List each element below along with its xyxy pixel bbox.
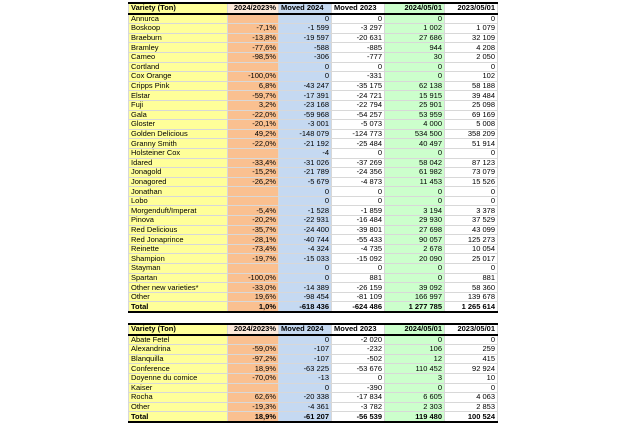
value-cell[interactable]: -26,2% xyxy=(228,177,279,187)
column-header[interactable]: 2023/05/01 xyxy=(445,3,498,14)
value-cell[interactable]: 25 098 xyxy=(445,100,498,110)
value-cell[interactable]: -33,0% xyxy=(228,283,279,293)
value-cell[interactable] xyxy=(228,196,279,206)
value-cell[interactable]: 0 xyxy=(445,335,498,345)
value-cell[interactable]: -5,4% xyxy=(228,206,279,216)
value-cell[interactable]: -97,2% xyxy=(228,354,279,364)
value-cell[interactable]: 40 497 xyxy=(385,139,445,149)
table-row xyxy=(129,354,498,364)
value-cell[interactable]: 6 605 xyxy=(385,393,445,403)
total-value-cell[interactable]: 1 265 614 xyxy=(445,302,498,312)
value-cell[interactable]: -17 834 xyxy=(332,393,385,403)
value-cell[interactable]: 15 915 xyxy=(385,91,445,101)
value-cell[interactable] xyxy=(228,187,279,197)
value-cell[interactable]: 27 686 xyxy=(385,33,445,43)
variety-cell[interactable]: Elstar xyxy=(129,91,228,101)
value-cell[interactable]: 0 xyxy=(279,187,332,197)
value-cell[interactable]: 0 xyxy=(279,273,332,283)
table-row xyxy=(129,62,498,72)
value-cell[interactable]: 0 xyxy=(385,62,445,72)
variety-cell[interactable]: Reinette xyxy=(129,244,228,254)
value-cell[interactable]: -331 xyxy=(332,72,385,82)
value-cell[interactable]: 110 452 xyxy=(385,364,445,374)
value-cell[interactable] xyxy=(228,383,279,393)
value-cell[interactable]: -59,7% xyxy=(228,91,279,101)
total-value-cell[interactable]: 100 524 xyxy=(445,412,498,422)
value-cell[interactable]: -148 079 xyxy=(279,129,332,139)
value-cell[interactable]: 39 484 xyxy=(445,91,498,101)
value-cell[interactable]: -502 xyxy=(332,354,385,364)
value-cell[interactable]: 0 xyxy=(385,187,445,197)
value-cell[interactable]: -53 676 xyxy=(332,364,385,374)
value-cell[interactable]: 0 xyxy=(279,383,332,393)
table-row xyxy=(129,196,498,206)
value-cell[interactable]: 2 050 xyxy=(445,52,498,62)
value-cell[interactable]: -19,7% xyxy=(228,254,279,264)
value-cell[interactable]: 53 959 xyxy=(385,110,445,120)
value-cell[interactable]: -15,2% xyxy=(228,168,279,178)
value-cell[interactable]: 62,6% xyxy=(228,393,279,403)
value-cell[interactable]: 102 xyxy=(445,72,498,82)
table-row xyxy=(129,283,498,293)
table-header xyxy=(129,3,498,14)
value-cell[interactable]: 25 017 xyxy=(445,254,498,264)
table-row xyxy=(129,100,498,110)
variety-cell[interactable]: Other new varieties* xyxy=(129,283,228,293)
table-row xyxy=(129,33,498,43)
value-cell[interactable]: -1 599 xyxy=(279,24,332,34)
value-cell[interactable]: 62 138 xyxy=(385,81,445,91)
value-cell[interactable]: -73,4% xyxy=(228,244,279,254)
value-cell[interactable] xyxy=(228,148,279,158)
value-cell[interactable]: 166 997 xyxy=(385,292,445,302)
value-cell[interactable]: -16 484 xyxy=(332,216,385,226)
variety-cell[interactable]: Annurca xyxy=(129,14,228,24)
value-cell[interactable]: 3 xyxy=(385,373,445,383)
variety-cell[interactable]: Stayman xyxy=(129,264,228,274)
value-cell[interactable]: 2 303 xyxy=(385,402,445,412)
table-row xyxy=(129,139,498,149)
value-cell[interactable]: 125 273 xyxy=(445,235,498,245)
value-cell[interactable]: 0 xyxy=(332,373,385,383)
value-cell[interactable]: -70,0% xyxy=(228,373,279,383)
table-row xyxy=(129,264,498,274)
value-cell[interactable]: 881 xyxy=(332,273,385,283)
table-row xyxy=(129,14,498,24)
value-cell[interactable]: 1 079 xyxy=(445,24,498,34)
value-cell[interactable]: -33,4% xyxy=(228,158,279,168)
value-cell[interactable]: 0 xyxy=(445,196,498,206)
value-cell[interactable]: -4 324 xyxy=(279,244,332,254)
value-cell[interactable]: 19,6% xyxy=(228,292,279,302)
value-cell[interactable]: -40 744 xyxy=(279,235,332,245)
table-row xyxy=(129,43,498,53)
value-cell[interactable]: -306 xyxy=(279,52,332,62)
value-cell[interactable]: -15 033 xyxy=(279,254,332,264)
value-cell[interactable]: -23 168 xyxy=(279,100,332,110)
value-cell[interactable]: -13,8% xyxy=(228,33,279,43)
variety-cell[interactable]: Jonagold xyxy=(129,168,228,178)
column-header[interactable]: Variety (Ton) xyxy=(129,324,228,335)
variety-cell[interactable]: Alexandrina xyxy=(129,345,228,355)
total-label-cell[interactable]: Total xyxy=(129,412,228,422)
value-cell[interactable]: -22 931 xyxy=(279,216,332,226)
value-cell[interactable]: -37 269 xyxy=(332,158,385,168)
table-row xyxy=(129,402,498,412)
value-cell[interactable]: -20 338 xyxy=(279,393,332,403)
value-cell[interactable]: -22 794 xyxy=(332,100,385,110)
value-cell[interactable]: -14 389 xyxy=(279,283,332,293)
value-cell[interactable]: 0 xyxy=(279,72,332,82)
value-cell[interactable]: -5 073 xyxy=(332,120,385,130)
variety-cell[interactable]: Red Delicious xyxy=(129,225,228,235)
total-value-cell[interactable]: 1,0% xyxy=(228,302,279,312)
table-row xyxy=(129,168,498,178)
table-row xyxy=(129,120,498,130)
table-row xyxy=(129,158,498,168)
value-cell[interactable]: 49,2% xyxy=(228,129,279,139)
value-cell[interactable]: -35,7% xyxy=(228,225,279,235)
value-cell[interactable]: -24 721 xyxy=(332,91,385,101)
table-row xyxy=(129,129,498,139)
column-header[interactable]: 2024/05/01 xyxy=(385,324,445,335)
value-cell[interactable]: -107 xyxy=(279,354,332,364)
variety-cell[interactable]: Rocha xyxy=(129,393,228,403)
value-cell[interactable]: -100,0% xyxy=(228,72,279,82)
value-cell[interactable]: 0 xyxy=(279,335,332,345)
table-row xyxy=(129,373,498,383)
table-row xyxy=(129,91,498,101)
value-cell[interactable]: -81 109 xyxy=(332,292,385,302)
variety-cell[interactable]: Lobo xyxy=(129,196,228,206)
value-cell[interactable]: -19,3% xyxy=(228,402,279,412)
value-cell[interactable]: 12 xyxy=(385,354,445,364)
value-cell[interactable] xyxy=(228,264,279,274)
value-cell[interactable]: -98 454 xyxy=(279,292,332,302)
value-cell[interactable]: 0 xyxy=(445,187,498,197)
value-cell[interactable]: -98,5% xyxy=(228,52,279,62)
variety-cell[interactable]: Gloster xyxy=(129,120,228,130)
value-cell[interactable]: 106 xyxy=(385,345,445,355)
variety-cell[interactable]: Conference xyxy=(129,364,228,374)
value-cell[interactable]: 58 360 xyxy=(445,283,498,293)
value-cell[interactable]: -3 001 xyxy=(279,120,332,130)
value-cell[interactable]: 90 057 xyxy=(385,235,445,245)
value-cell[interactable]: -4 735 xyxy=(332,244,385,254)
value-cell[interactable]: 18,9% xyxy=(228,364,279,374)
value-cell[interactable]: 0 xyxy=(279,264,332,274)
value-cell[interactable]: 73 079 xyxy=(445,168,498,178)
variety-cell[interactable]: Golden Delicious xyxy=(129,129,228,139)
value-cell[interactable]: 1 002 xyxy=(385,24,445,34)
value-cell[interactable]: -1 859 xyxy=(332,206,385,216)
value-cell[interactable]: -4 873 xyxy=(332,177,385,187)
column-header[interactable]: Moved 2023 xyxy=(332,324,385,335)
value-cell[interactable]: -28,1% xyxy=(228,235,279,245)
table-row xyxy=(129,244,498,254)
value-cell[interactable]: 58 188 xyxy=(445,81,498,91)
value-cell[interactable]: 0 xyxy=(332,196,385,206)
value-cell[interactable]: 25 901 xyxy=(385,100,445,110)
value-cell[interactable]: 415 xyxy=(445,354,498,364)
variety-cell[interactable]: Cortland xyxy=(129,62,228,72)
value-cell[interactable]: 0 xyxy=(385,273,445,283)
value-cell[interactable]: 39 092 xyxy=(385,283,445,293)
total-value-cell[interactable]: -624 486 xyxy=(332,302,385,312)
value-cell[interactable]: 2 678 xyxy=(385,244,445,254)
variety-cell[interactable]: Morgenduft/Imperat xyxy=(129,206,228,216)
variety-cell[interactable]: Spartan xyxy=(129,273,228,283)
value-cell[interactable]: 6,8% xyxy=(228,81,279,91)
variety-cell[interactable]: Red Jonaprince xyxy=(129,235,228,245)
table-row xyxy=(129,148,498,158)
value-cell[interactable]: 20 090 xyxy=(385,254,445,264)
value-cell[interactable]: -20 631 xyxy=(332,33,385,43)
variety-cell[interactable]: Jonathan xyxy=(129,187,228,197)
value-cell[interactable]: -21 192 xyxy=(279,139,332,149)
column-header[interactable]: 2024/2023% xyxy=(228,3,279,14)
value-cell[interactable]: 944 xyxy=(385,43,445,53)
value-cell[interactable]: -77,6% xyxy=(228,43,279,53)
value-cell[interactable]: 92 924 xyxy=(445,364,498,374)
value-cell[interactable]: 0 xyxy=(445,62,498,72)
column-header[interactable]: Moved 2024 xyxy=(279,3,332,14)
value-cell[interactable]: -124 773 xyxy=(332,129,385,139)
value-cell[interactable]: 0 xyxy=(385,383,445,393)
table-row xyxy=(129,225,498,235)
value-cell[interactable]: -31 026 xyxy=(279,158,332,168)
table-row xyxy=(129,383,498,393)
value-cell[interactable]: 0 xyxy=(385,72,445,82)
variety-cell[interactable]: Jonagored xyxy=(129,177,228,187)
value-cell[interactable]: 5 008 xyxy=(445,120,498,130)
value-cell[interactable]: -43 247 xyxy=(279,81,332,91)
value-cell[interactable]: 4 000 xyxy=(385,120,445,130)
variety-cell[interactable]: Bramley xyxy=(129,43,228,53)
value-cell[interactable]: -20,1% xyxy=(228,120,279,130)
variety-cell[interactable]: Braeburn xyxy=(129,33,228,43)
value-cell[interactable]: 0 xyxy=(385,264,445,274)
value-cell[interactable]: -25 484 xyxy=(332,139,385,149)
table-row xyxy=(129,292,498,302)
table-total-row xyxy=(129,302,498,312)
value-cell[interactable]: -777 xyxy=(332,52,385,62)
value-cell[interactable]: 69 169 xyxy=(445,110,498,120)
value-cell[interactable]: 4 208 xyxy=(445,43,498,53)
value-cell[interactable]: 15 526 xyxy=(445,177,498,187)
value-cell[interactable]: -54 257 xyxy=(332,110,385,120)
value-cell[interactable]: -26 159 xyxy=(332,283,385,293)
value-cell[interactable]: -19 597 xyxy=(279,33,332,43)
variety-cell[interactable]: Blanquilla xyxy=(129,354,228,364)
value-cell[interactable]: -59,0% xyxy=(228,345,279,355)
value-cell[interactable]: 0 xyxy=(279,196,332,206)
column-header[interactable]: 2023/05/01 xyxy=(445,324,498,335)
table-row xyxy=(129,52,498,62)
value-cell[interactable]: 0 xyxy=(445,14,498,24)
value-cell[interactable]: -24 400 xyxy=(279,225,332,235)
table-row xyxy=(129,206,498,216)
value-cell[interactable]: 3 378 xyxy=(445,206,498,216)
variety-cell[interactable]: Boskoop xyxy=(129,24,228,34)
value-cell[interactable]: -21 789 xyxy=(279,168,332,178)
value-cell[interactable]: 0 xyxy=(385,14,445,24)
total-label-cell[interactable]: Total xyxy=(129,302,228,312)
value-cell[interactable]: -3 297 xyxy=(332,24,385,34)
value-cell[interactable]: -7,1% xyxy=(228,24,279,34)
value-cell[interactable]: 87 123 xyxy=(445,158,498,168)
value-cell[interactable]: -17 391 xyxy=(279,91,332,101)
column-header[interactable]: 2024/05/01 xyxy=(385,3,445,14)
value-cell[interactable]: 0 xyxy=(445,383,498,393)
total-value-cell[interactable]: 18,9% xyxy=(228,412,279,422)
value-cell[interactable]: 0 xyxy=(385,196,445,206)
apple-varieties-table xyxy=(128,2,498,313)
value-cell[interactable]: -22,0% xyxy=(228,110,279,120)
table-row xyxy=(129,177,498,187)
value-cell[interactable]: 27 698 xyxy=(385,225,445,235)
column-header[interactable]: Moved 2024 xyxy=(279,324,332,335)
value-cell[interactable]: -22,0% xyxy=(228,139,279,149)
value-cell[interactable]: -55 433 xyxy=(332,235,385,245)
value-cell[interactable]: 43 099 xyxy=(445,225,498,235)
table-row xyxy=(129,110,498,120)
table-row xyxy=(129,235,498,245)
value-cell[interactable]: 11 453 xyxy=(385,177,445,187)
value-cell[interactable] xyxy=(228,14,279,24)
variety-cell[interactable]: Granny Smith xyxy=(129,139,228,149)
table-row xyxy=(129,345,498,355)
value-cell[interactable]: 0 xyxy=(332,148,385,158)
value-cell[interactable]: -63 225 xyxy=(279,364,332,374)
variety-cell[interactable]: Pinova xyxy=(129,216,228,226)
value-cell[interactable]: 0 xyxy=(279,14,332,24)
value-cell[interactable]: -59 968 xyxy=(279,110,332,120)
value-cell[interactable]: 534 500 xyxy=(385,129,445,139)
value-cell[interactable]: 32 109 xyxy=(445,33,498,43)
value-cell[interactable]: 3,2% xyxy=(228,100,279,110)
table-row xyxy=(129,81,498,91)
variety-cell[interactable]: Doyenne du comice xyxy=(129,373,228,383)
value-cell[interactable]: 358 209 xyxy=(445,129,498,139)
value-cell[interactable]: 259 xyxy=(445,345,498,355)
value-cell[interactable] xyxy=(228,62,279,72)
variety-cell[interactable]: Cameo xyxy=(129,52,228,62)
value-cell[interactable]: -1 528 xyxy=(279,206,332,216)
value-cell[interactable]: -4 361 xyxy=(279,402,332,412)
value-cell[interactable]: 0 xyxy=(445,264,498,274)
value-cell[interactable]: 10 054 xyxy=(445,244,498,254)
value-cell[interactable]: 37 529 xyxy=(445,216,498,226)
value-cell[interactable]: 2 853 xyxy=(445,402,498,412)
value-cell[interactable]: -2 020 xyxy=(332,335,385,345)
total-value-cell[interactable]: -61 207 xyxy=(279,412,332,422)
value-cell[interactable]: -232 xyxy=(332,345,385,355)
value-cell[interactable]: -107 xyxy=(279,345,332,355)
value-cell[interactable]: 61 982 xyxy=(385,168,445,178)
value-cell[interactable]: 0 xyxy=(332,187,385,197)
table-row xyxy=(129,364,498,374)
table-row xyxy=(129,393,498,403)
variety-cell[interactable]: Cripps Pink xyxy=(129,81,228,91)
value-cell[interactable]: -13 xyxy=(279,373,332,383)
variety-cell[interactable]: Gala xyxy=(129,110,228,120)
variety-cell[interactable]: Shampion xyxy=(129,254,228,264)
column-header[interactable]: 2024/2023% xyxy=(228,324,279,335)
variety-cell[interactable]: Holsteiner Cox xyxy=(129,148,228,158)
table-row xyxy=(129,72,498,82)
value-cell[interactable]: -39 801 xyxy=(332,225,385,235)
variety-cell[interactable]: Other xyxy=(129,402,228,412)
value-cell[interactable]: -588 xyxy=(279,43,332,53)
value-cell[interactable]: -4 xyxy=(279,148,332,158)
variety-cell[interactable]: Cox Orange xyxy=(129,72,228,82)
column-header[interactable]: Moved 2023 xyxy=(332,3,385,14)
value-cell[interactable]: -5 679 xyxy=(279,177,332,187)
spreadsheet-area xyxy=(128,2,497,423)
total-value-cell[interactable]: -618 436 xyxy=(279,302,332,312)
value-cell[interactable]: -885 xyxy=(332,43,385,53)
value-cell[interactable]: 0 xyxy=(332,264,385,274)
total-value-cell[interactable]: -56 539 xyxy=(332,412,385,422)
value-cell[interactable]: 0 xyxy=(385,148,445,158)
total-value-cell[interactable]: 1 277 785 xyxy=(385,302,445,312)
value-cell[interactable] xyxy=(228,335,279,345)
variety-cell[interactable]: Fuji xyxy=(129,100,228,110)
value-cell[interactable]: 10 xyxy=(445,373,498,383)
value-cell[interactable]: 881 xyxy=(445,273,498,283)
value-cell[interactable]: 58 042 xyxy=(385,158,445,168)
value-cell[interactable]: 0 xyxy=(332,14,385,24)
value-cell[interactable]: -35 175 xyxy=(332,81,385,91)
value-cell[interactable]: -15 092 xyxy=(332,254,385,264)
value-cell[interactable]: -24 356 xyxy=(332,168,385,178)
value-cell[interactable]: 30 xyxy=(385,52,445,62)
total-value-cell[interactable]: 119 480 xyxy=(385,412,445,422)
table-row xyxy=(129,335,498,345)
table-row xyxy=(129,216,498,226)
table-row xyxy=(129,187,498,197)
table-header xyxy=(129,324,498,335)
table-row xyxy=(129,273,498,283)
variety-cell[interactable]: Other xyxy=(129,292,228,302)
value-cell[interactable]: 0 xyxy=(332,62,385,72)
value-cell[interactable]: 0 xyxy=(445,148,498,158)
pear-varieties-table xyxy=(128,323,498,423)
value-cell[interactable]: -3 782 xyxy=(332,402,385,412)
value-cell[interactable]: 4 063 xyxy=(445,393,498,403)
value-cell[interactable]: -100,0% xyxy=(228,273,279,283)
value-cell[interactable]: 0 xyxy=(279,62,332,72)
variety-cell[interactable]: Kaiser xyxy=(129,383,228,393)
value-cell[interactable]: 3 194 xyxy=(385,206,445,216)
table-row xyxy=(129,24,498,34)
value-cell[interactable]: 51 914 xyxy=(445,139,498,149)
value-cell[interactable]: 29 930 xyxy=(385,216,445,226)
column-header[interactable]: Variety (Ton) xyxy=(129,3,228,14)
table-row xyxy=(129,254,498,264)
variety-cell[interactable]: Idared xyxy=(129,158,228,168)
variety-cell[interactable]: Abate Fetel xyxy=(129,335,228,345)
value-cell[interactable]: 139 678 xyxy=(445,292,498,302)
value-cell[interactable]: -20,2% xyxy=(228,216,279,226)
value-cell[interactable]: 0 xyxy=(385,335,445,345)
value-cell[interactable]: -390 xyxy=(332,383,385,393)
